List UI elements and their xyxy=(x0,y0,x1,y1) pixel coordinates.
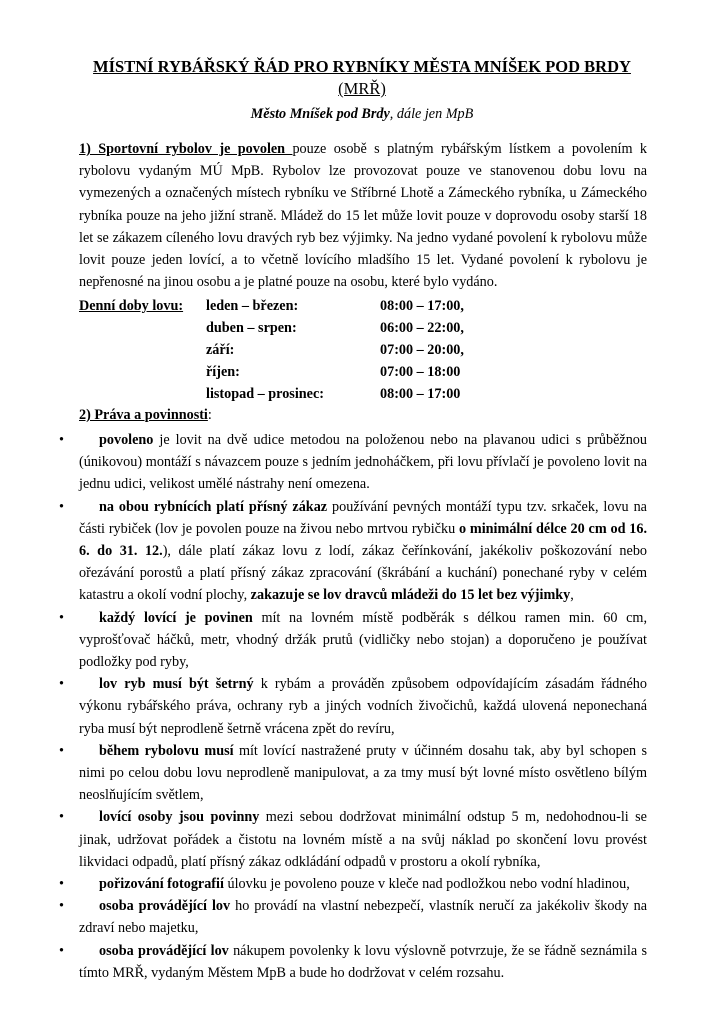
bullet-icon: • xyxy=(59,809,64,826)
rule-emphasis: o minimální délce 20 cm od 16. 6. do 31. 12. xyxy=(79,520,648,560)
rule-text: ho provádí na vlastní nebezpečí, vlastník neručí za jakékoliv škody na zdraví nebo majetku, xyxy=(79,898,647,937)
list-item xyxy=(59,673,647,740)
hours-time: 08:00 – 17:00 xyxy=(380,386,461,402)
hours-time: 06:00 – 22:00, xyxy=(380,320,464,336)
list-item xyxy=(59,940,647,984)
section-1-text: pouze osobě s platným rybářským lístkem a povolením k rybolovu vydaným MÚ MpB. Rybolov lze provozovat pouze ve stanovenou dobu lovu na vymezených a označených místech rybníku ve Stříbrné Lhotě a Zámeckého rybníka, u Zámeckého rybníka pouze na jeho jižní straně. Mládež do 15 let může lovit pouze v doprovodu osoby starší 18 let se zákazem cíleného lovu dravých ryb bez výjimky. Na jedno vydané povolení k rybolovu může lovit pouze jeden lovící, a to včetně lovícího mladšího 15 let. Vydané povolení k rybolovu je nepřenosné na jinou osobu a je platné pouze na osobu, které bylo vydáno. xyxy=(79,141,647,291)
hours-months: leden – březen: xyxy=(206,298,299,314)
list-item xyxy=(59,895,647,939)
rule-keyword: povoleno xyxy=(99,432,154,448)
section-2-title: 2) Práva a povinnosti xyxy=(79,407,208,423)
section-2-colon: : xyxy=(207,407,212,423)
list-item xyxy=(59,607,647,674)
rule-keyword: osoba provádějící lov xyxy=(99,898,231,915)
rule-keyword: pořizování fotografií xyxy=(99,876,224,893)
document-title xyxy=(60,56,664,100)
rule-keyword: lov ryb musí být šetrný xyxy=(99,676,254,693)
section-1-heading: 1) Sportovní rybolov je povolen xyxy=(79,141,293,157)
list-item xyxy=(59,873,647,895)
hours-months: duben – srpen: xyxy=(206,320,297,336)
section-1-paragraph xyxy=(79,138,647,293)
list-item xyxy=(59,740,647,807)
list-item xyxy=(59,806,647,873)
rule-text: nákupem povolenky k lovu výslovně potvrzuje, že se řádně seznámila s tímto MRŘ, vydaným Městem MpB a bude ho dodržovat v celém rozsahu. xyxy=(79,942,647,981)
bullet-icon: • xyxy=(59,498,64,515)
bullet-icon: • xyxy=(59,432,64,448)
bullet-icon: • xyxy=(59,942,64,959)
rules-list xyxy=(59,429,648,984)
rule-text: mezi sebou dodržovat minimální odstup 5 m, nedohodnou-li se jinak, udržovat pořádek a čistotu na lovném místě a na svůj náklad po skončení lovu provést likvidaci odpadů, platí přísný zákaz odkládání odpadů v prostoru a okolí rybníka, xyxy=(79,809,647,870)
hours-months: listopad – prosinec: xyxy=(206,386,324,402)
bullet-icon: • xyxy=(59,676,64,693)
subtitle-city: Město Mníšek pod Brdy xyxy=(250,106,390,122)
title-line-1: MÍSTNÍ RYBÁŘSKÝ ŘÁD PRO RYBNÍKY MĚSTA MNÍŠEK POD BRDY xyxy=(93,57,631,76)
rule-text: mít lovící nastražené pruty v účinném dosahu tak, aby byl schopen s nimi po celou dobu lovu neprodleně manipulovat, a za tmy musí být lovné místo osvětleno bílým neoslňujícím světlem, xyxy=(79,742,647,804)
list-item xyxy=(59,496,648,607)
hours-time: 07:00 – 20:00, xyxy=(380,342,464,358)
rule-keyword: lovící osoby jsou povinny xyxy=(99,809,260,826)
rule-text: k rybám a prováděn způsobem odpovídajícím zásadám řádného výkonu rybářského práva, ochrany ryb a jiných vodních živočichů, každá ulovená neponechaná ryba musí být neprodleně šetrně vrácena zpět do revíru, xyxy=(79,676,647,737)
section-2-heading xyxy=(79,407,212,424)
hours-time: 08:00 – 17:00, xyxy=(380,298,464,314)
rule-text: úlovku je povoleno pouze v kleče nad podložkou nebo vodní hladinou, xyxy=(223,876,630,893)
hours-months: říjen: xyxy=(206,364,240,380)
list-item xyxy=(59,429,647,496)
bullet-icon: • xyxy=(59,609,64,626)
hours-time: 07:00 – 18:00 xyxy=(380,364,461,380)
rule-keyword: na obou rybnících platí přísný zákaz xyxy=(99,498,328,515)
subtitle-rest: , dále jen MpB xyxy=(389,106,474,122)
bullet-icon: • xyxy=(59,876,64,893)
rule-emphasis: zakazuje se lov dravců mládeži do 15 let bez výjimky xyxy=(250,587,571,604)
rule-text: mít na lovném místě podběrák s délkou ramen min. 60 cm, vyprošťovač háčků, metr, vhodný držák prutů (vidličky nebo stojan) a doporučeno je používat podložky pod ryby, xyxy=(79,609,647,671)
hours-months: září: xyxy=(206,342,235,358)
document-subtitle xyxy=(60,106,664,123)
bullet-icon: • xyxy=(59,898,64,915)
rule-keyword: každý lovící je povinen xyxy=(99,609,253,626)
rule-text: je lovit na dvě udice metodou na položenou nebo na plavanou udici s průběžnou (únikovou) montáží s návazcem pouze s jedním jednoháčkem, při lovu přívlačí je povoleno lovit na jednu udici, velikost umělé nástrahy není omezena. xyxy=(79,432,647,493)
title-line-2: (MRŘ) xyxy=(338,79,386,98)
rule-keyword: během rybolovu musí xyxy=(99,742,234,759)
hours-label: Denní doby lovu: xyxy=(79,298,184,314)
rule-keyword: osoba provádějící lov xyxy=(99,942,229,959)
rule-text: ), dále platí zákaz lovu z lodí, zákaz čeřínkování, jakékoliv poškozování nebo ořezávání porostů a platí přísný zákaz zpracování (škrábání a kuchání) ponechané ryby v celém katastru a okolí vodní plochy, xyxy=(79,543,648,604)
rule-text: používání pevných montáží typu tzv. srkaček, lovu na části rybiček (lov je povolen pouze na živou nebo mrtvou rybičku xyxy=(79,498,647,537)
rule-text: , xyxy=(570,587,574,604)
bullet-icon: • xyxy=(59,742,64,759)
